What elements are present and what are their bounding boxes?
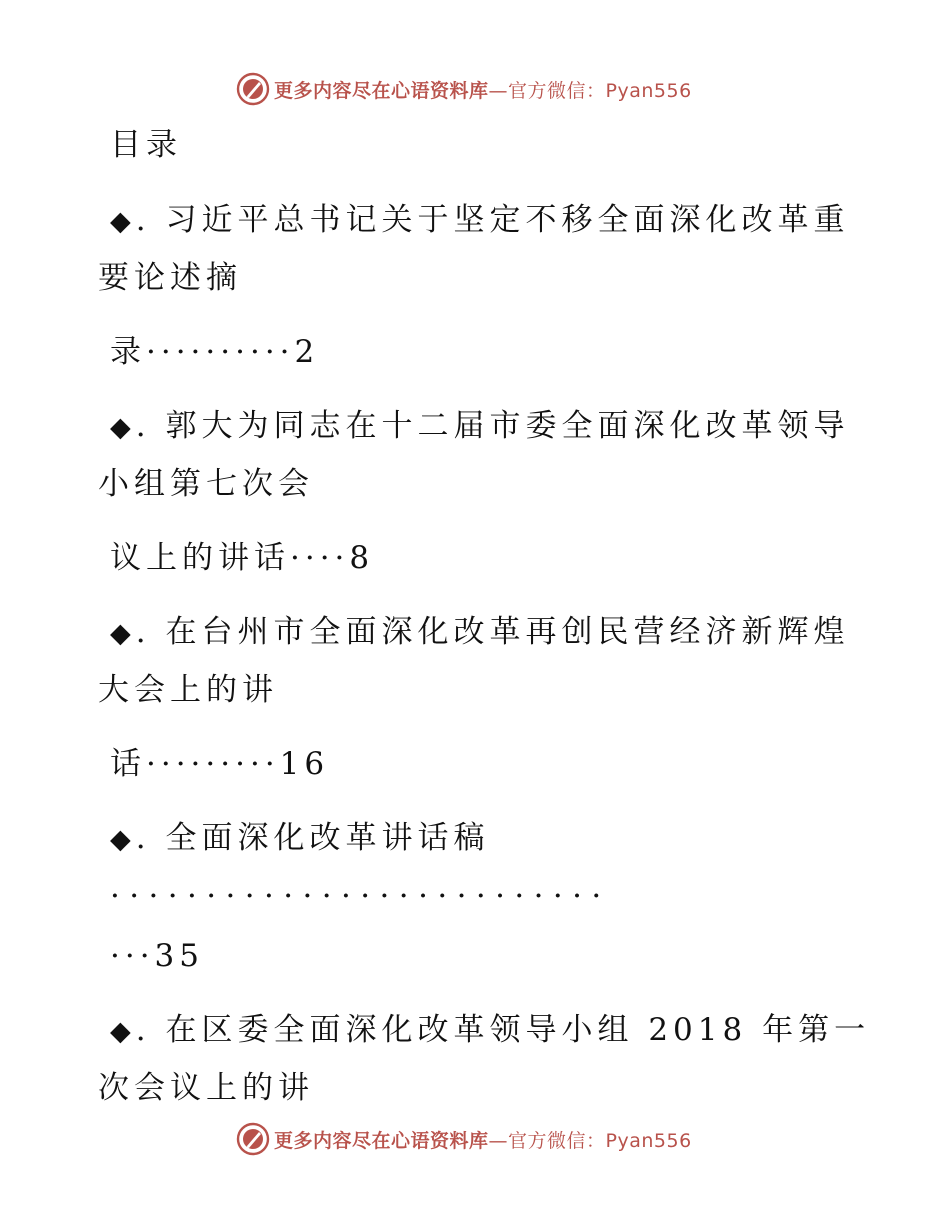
watermark-text: 更多内容尽在心语资料库 bbox=[274, 79, 489, 102]
toc-entry-5-line1[interactable] bbox=[110, 1010, 870, 1052]
toc-entry-4-leader: ·························· bbox=[110, 878, 611, 914]
toc-entry-2-page[interactable]: 议上的讲话····8 bbox=[110, 540, 375, 576]
toc-entry-1-page[interactable]: 录··········2 bbox=[110, 334, 320, 370]
diamond-bullet-icon: ◆ bbox=[110, 1016, 136, 1047]
toc-entry-1-line2: 要论述摘 bbox=[98, 260, 242, 296]
toc-title: 目录 bbox=[110, 127, 182, 163]
watermark-text: 更多内容尽在心语资料库 bbox=[274, 1129, 489, 1152]
watermark-wechat: —官方微信：Pyan556 bbox=[488, 1129, 692, 1152]
pen-logo-icon bbox=[236, 72, 270, 106]
toc-entry-1-line1[interactable] bbox=[110, 200, 849, 242]
toc-entry-text: . 郭大为同志在十二届市委全面深化改革领导 bbox=[135, 408, 850, 444]
toc-entry-text: . 全面深化改革讲话稿 bbox=[135, 820, 490, 856]
toc-entry-3-line1[interactable] bbox=[110, 612, 849, 654]
toc-entry-4-page[interactable]: ···35 bbox=[110, 938, 205, 974]
header-watermark bbox=[236, 72, 692, 106]
diamond-bullet-icon: ◆ bbox=[110, 618, 136, 649]
toc-entry-2-line2: 小组第七次会 bbox=[98, 466, 314, 502]
toc-entry-3-line2: 大会上的讲 bbox=[98, 672, 278, 708]
diamond-bullet-icon: ◆ bbox=[110, 412, 136, 443]
toc-entry-4-line1[interactable] bbox=[110, 818, 489, 860]
toc-entry-text: . 在区委全面深化改革领导小组 2018 年第一 bbox=[135, 1012, 871, 1048]
diamond-bullet-icon: ◆ bbox=[110, 206, 136, 237]
diamond-bullet-icon: ◆ bbox=[110, 824, 136, 855]
pen-logo-icon bbox=[236, 1122, 270, 1156]
toc-entry-3-page[interactable]: 话·········16 bbox=[110, 746, 330, 782]
toc-entry-text: . 在台州市全面深化改革再创民营经济新辉煌 bbox=[135, 614, 850, 650]
watermark-wechat: —官方微信：Pyan556 bbox=[488, 79, 692, 102]
toc-entry-text: . 习近平总书记关于坚定不移全面深化改革重 bbox=[135, 202, 850, 238]
toc-entry-5-line2: 次会议上的讲 bbox=[98, 1070, 314, 1106]
toc-entry-2-line1[interactable] bbox=[110, 406, 849, 448]
footer-watermark bbox=[236, 1122, 692, 1156]
